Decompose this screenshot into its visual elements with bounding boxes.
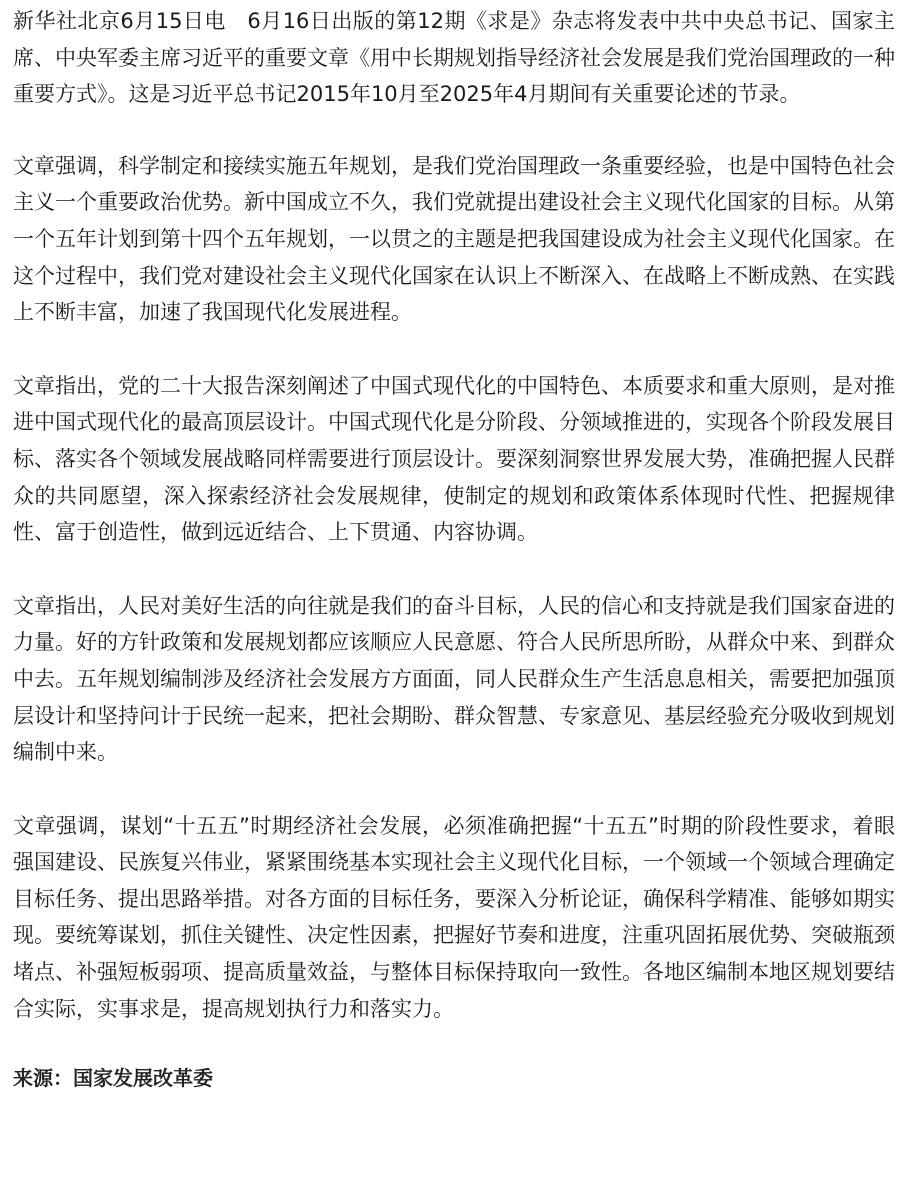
article-paragraph-5: 文章强调，谋划“十五五”时期经济社会发展，必须准确把握“十五五”时期的阶段性要求，着眼强国建设、民族复兴伟业，紧紧围绕基本实现社会主义现代化目标，一个领域一个领域合理确定目标任务、提出思路举措。对各方面的目标任务，要深入分析论证，确保科学精准、能够如期实现。要统筹谋划，抓住关键性、决定性因素，把握好节奏和进度，注重巩固拓展优势、突破瓶颈堵点、补强短板弱项、提高质量效益，与整体目标保持取向一致性。各地区编制本地区规划要结合实际，实事求是，提高规划执行力和落实力。 bbox=[13, 813, 895, 1021]
article-paragraph-2: 文章强调，科学制定和接续实施五年规划，是我们党治国理政一条重要经验，也是中国特色社会主义一个重要政治优势。新中国成立不久，我们党就提出建设社会主义现代化国家的目标。从第一个五年计划到第十四个五年规划，一以贯之的主题是把我国建设成为社会主义现代化国家。在这个过程中，我们党对建设社会主义现代化国家在认识上不断深入、在战略上不断成熟、在实践上不断丰富，加速了我国现代化发展进程。 bbox=[13, 153, 895, 325]
article-paragraph-1: 新华社北京6月15日电 6月16日出版的第12期《求是》杂志将发表中共中央总书记、国家主席、中央军委主席习近平的重要文章《用中长期规划指导经济社会发展是我们党治国理政的一种重要方式》。这是习近平总书记2015年10月至2025年4月期间有关重要论述的节录。 bbox=[13, 9, 895, 107]
article-body bbox=[13, 0, 895, 1093]
article-paragraph-4: 文章指出，人民对美好生活的向往就是我们的奋斗目标，人民的信心和支持就是我们国家奋进的力量。好的方针政策和发展规划都应该顺应人民意愿、符合人民所思所盼，从群众中来、到群众中去。五年规划编制涉及经济社会发展方方面面，同人民群众生产生活息息相关，需要把加强顶层设计和坚持问计于民统一起来，把社会期盼、群众智慧、专家意见、基层经验充分吸收到规划编制中来。 bbox=[13, 593, 895, 765]
article-paragraph-3: 文章指出，党的二十大报告深刻阐述了中国式现代化的中国特色、本质要求和重大原则，是对推进中国式现代化的最高顶层设计。中国式现代化是分阶段、分领域推进的，实现各个阶段发展目标、落实各个领域发展战略同样需要进行顶层设计。要深刻洞察世界发展大势，准确把握人民群众的共同愿望，深入探索经济社会发展规律，使制定的规划和政策体系体现时代性、把握规律性、富于创造性，做到远近结合、上下贯通、内容协调。 bbox=[13, 373, 895, 545]
article-source: 来源：国家发展改革委 bbox=[13, 1066, 213, 1091]
